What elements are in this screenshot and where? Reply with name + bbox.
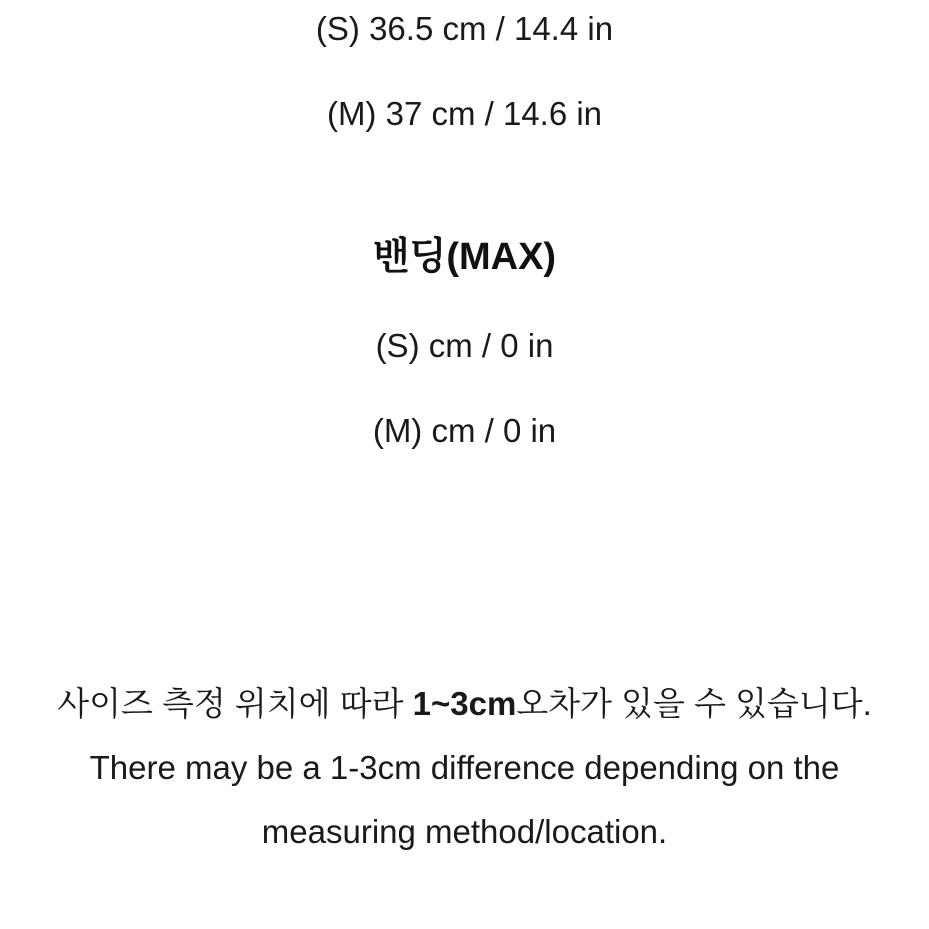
banding-heading: 밴딩(MAX) bbox=[372, 236, 557, 278]
measurement-note-english-1: There may be a 1-3cm difference depending on the bbox=[89, 749, 840, 786]
measurement-note-korean bbox=[0, 684, 929, 724]
banding-line-m: (M) cm / 0 in bbox=[372, 412, 557, 449]
note-korean-bold: 1~3cm bbox=[412, 685, 517, 722]
banding-line-s: (S) cm / 0 in bbox=[375, 327, 554, 364]
size-line-s: (S) 36.5 cm / 14.4 in bbox=[315, 10, 614, 47]
note-korean-after: 오차가 있을 수 있습니다. bbox=[516, 685, 872, 722]
size-line-m: (M) 37 cm / 14.6 in bbox=[326, 95, 603, 132]
note-korean-before: 사이즈 측정 위치에 따라 bbox=[57, 685, 413, 722]
measurement-note-english-2: measuring method/location. bbox=[261, 813, 668, 850]
